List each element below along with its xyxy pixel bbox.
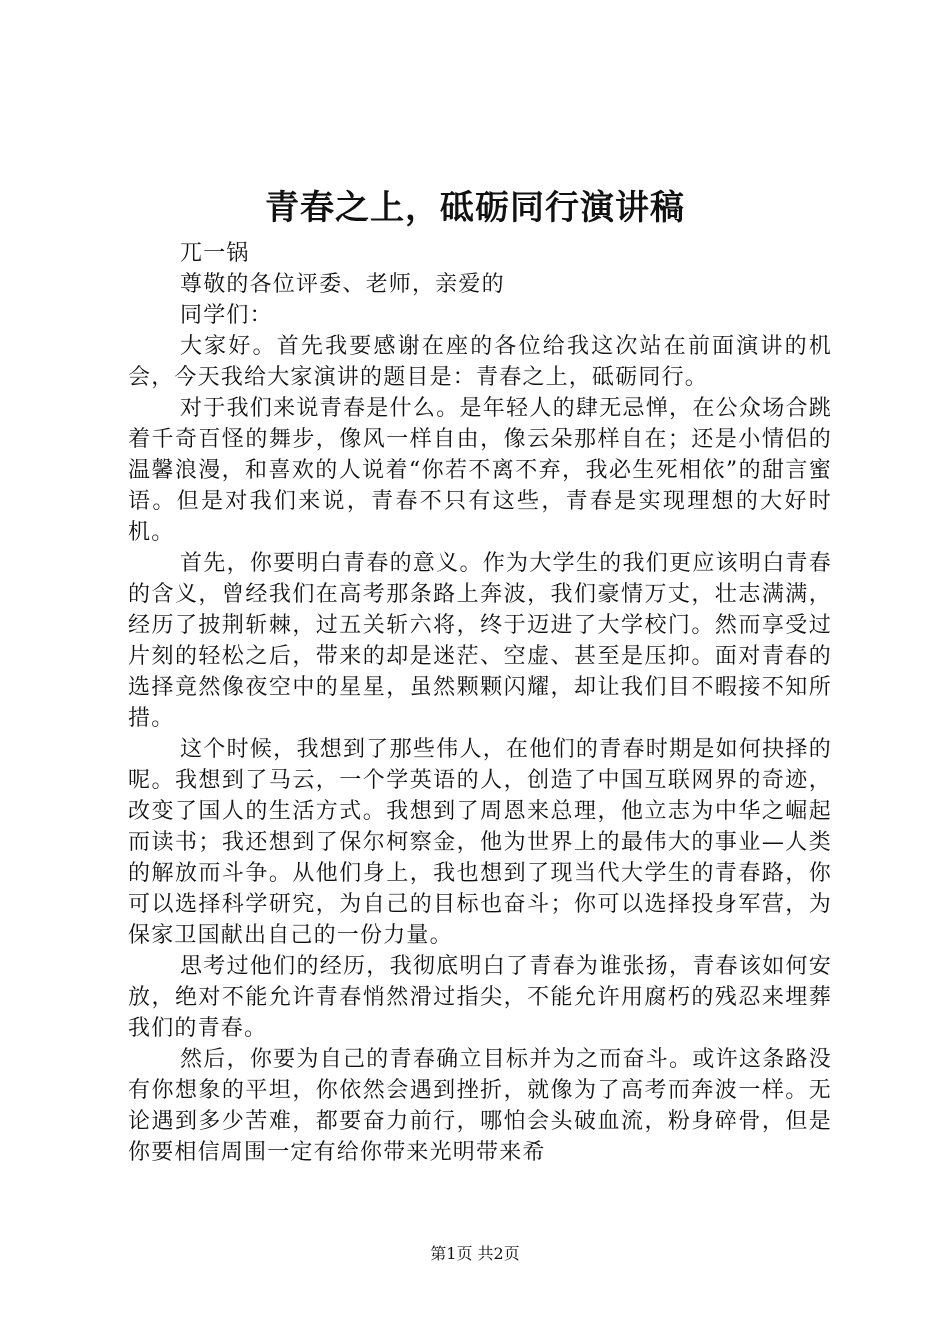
paragraph-1: 大家好。首先我要感谢在座的各位给我这次站在前面演讲的机会，今天我给大家演讲的题目是：青春之上，砥砺同行。 [128, 334, 832, 390]
paragraph-6: 然后，你要为自己的青春确立目标并为之而奋斗。或许这条路没有你想象的平坦，你依然会遇到挫折，就像为了高考而奔波一样。无论遇到多少苦难，都要奋力前行，哪怕会头破血流，粉身碎骨，但是你要相信周围一定有给你带来光明带来希 [128, 1047, 832, 1165]
salutation-line-1: 尊敬的各位评委、老师，亲爱的 [180, 272, 505, 297]
document-body [128, 238, 832, 1168]
paragraph-3: 首先，你要明白青春的意义。作为大学生的我们更应该明白青春的含义，曾经我们在高考那条路上奔波，我们豪情万丈，壮志满满，经历了披荆斩棘，过五关斩六将，终于迈进了大学校门。然而享受过片刻的轻松之后，带来的却是迷茫、空虚、甚至是压抑。面对青春的选择竟然像夜空中的星星，虽然颗颗闪耀，却让我们目不暇接不知所措。 [128, 551, 832, 731]
salutation-line-2: 同学们： [180, 303, 273, 328]
paragraph-5: 思考过他们的经历，我彻底明白了青春为谁张扬，青春该如何安放，绝对不能允许青春悄然滑过指尖，不能允许用腐朽的残忍来埋葬我们的青春。 [128, 954, 832, 1041]
paragraph-4: 这个时候，我想到了那些伟人，在他们的青春时期是如何抉择的呢。我想到了马云，一个学英语的人，创造了中国互联网界的奇迹，改变了国人的生活方式。我想到了周恩来总理，他立志为中华之崛起而读书；我还想到了保尔柯察金，他为世界上的最伟大的事业—人类的解放而斗争。从他们身上，我也想到了现当代大学生的青春路，你可以选择科学研究，为自己的目标也奋斗；你可以选择投身军营，为保家卫国献出自己的一份力量。 [128, 737, 832, 948]
page-footer: 第1页 共2页 [430, 1244, 520, 1263]
document-title: 青春之上，砥砺同行演讲稿 [265, 188, 685, 228]
author-line: 兀一锅 [180, 241, 250, 266]
paragraph-2: 对于我们来说青春是什么。是年轻人的肆无忌惮，在公众场合跳着千奇百怪的舞步，像风一样自由，像云朵那样自在；还是小情侣的温馨浪漫，和喜欢的人说着“你若不离不弃，我必生死相依”的甜言蜜语。但是对我们来说，青春不只有这些，青春是实现理想的大好时机。 [128, 396, 832, 545]
